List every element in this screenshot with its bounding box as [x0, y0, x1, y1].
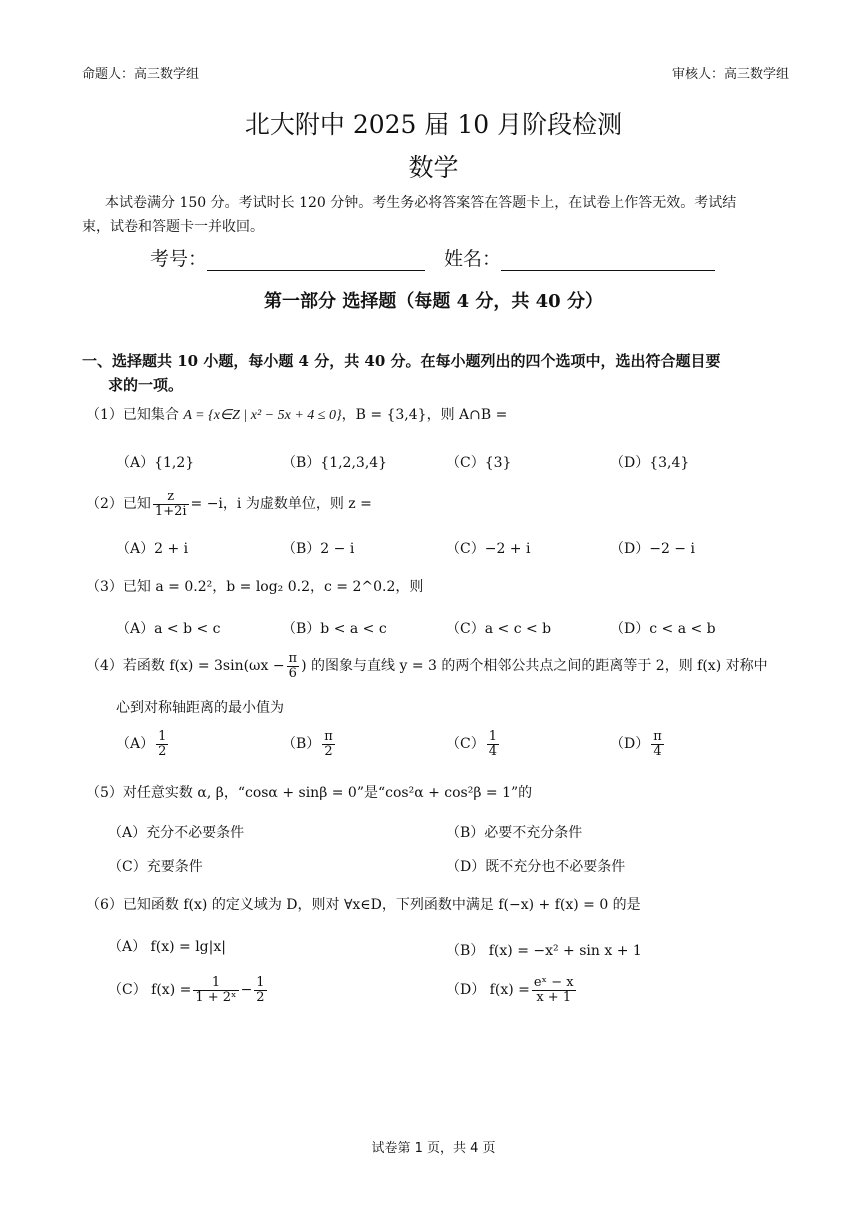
q6-c-fraction-2 — [254, 976, 266, 1004]
q4-frac-den: 6 — [288, 665, 297, 681]
q3-option-c: （C）a < c < b — [446, 621, 552, 637]
q3-option-b: （B）b < a < c — [282, 621, 387, 637]
q4-option-b-label: （B） — [282, 736, 321, 753]
q6-d-num: eˣ − x — [533, 975, 574, 990]
q4-option-c-label: （C） — [446, 736, 485, 753]
q2-stem — [86, 490, 372, 518]
q4-c-den: 4 — [488, 743, 497, 759]
section1-heading-line-1: 一、选择题共 10 小题，每小题 4 分，共 40 分。在每小题列出的四个选项中，选出符合题目要 — [82, 352, 721, 370]
q4-frac-num: π — [288, 651, 298, 666]
q4-d-den: 4 — [653, 743, 662, 759]
q4-option-b-fraction — [322, 730, 335, 758]
q5-option-b: （B）必要不充分条件 — [446, 825, 583, 841]
q3-stem — [86, 576, 423, 596]
name-blank[interactable] — [501, 250, 715, 271]
q6-c-den2: 2 — [256, 989, 265, 1005]
q1-number: （1） — [86, 407, 123, 423]
q1-stem — [86, 404, 507, 424]
exam-number-blank[interactable] — [207, 250, 425, 271]
q4-number: （4） — [86, 658, 123, 675]
q6-option-b: （B） f(x) = −x² + sin x + 1 — [446, 943, 642, 959]
q4-option-a-label: （A） — [116, 736, 155, 753]
q5-option-a: （A）充分不必要条件 — [108, 825, 245, 841]
exam-title: 北大附中 2025 届 10 月阶段检测 — [244, 110, 623, 139]
q6-c-num: 1 — [193, 976, 238, 991]
q4-option-b — [282, 730, 337, 758]
q6-option-c — [108, 976, 269, 1004]
q2-stem-pre: 已知 — [122, 496, 151, 513]
exam-number-label: 考号： — [150, 248, 208, 270]
q6-option-d — [446, 976, 578, 1004]
q4-option-a-fraction — [156, 730, 168, 758]
instructions-line-2: 束，试卷和答题卡一并收回。 — [82, 219, 264, 235]
q1-option-d: （D）{3,4} — [610, 455, 690, 471]
q4-option-d — [610, 730, 666, 758]
name-field[interactable] — [444, 244, 715, 271]
q6-option-a: （A） f(x) = lg|x| — [108, 939, 226, 955]
q3-number: （3） — [86, 579, 123, 595]
q5-option-c: （C）充要条件 — [108, 859, 203, 875]
q6-d-den: x + 1 — [536, 989, 572, 1005]
q6-stem-text: 已知函数 f(x) 的定义域为 D，则对 ∀x∈D，下列函数中满足 f(−x) + f(x) = 0 的是 — [122, 897, 641, 913]
q1-set-b: ，B = {3,4}，则 A∩B = — [341, 407, 508, 423]
q2-option-d: （D）−2 − i — [610, 541, 695, 557]
q4-option-d-label: （D） — [610, 736, 650, 753]
q2-stem-post: = −i，i 为虚数单位，则 z = — [190, 496, 372, 513]
q6-option-c-label: （C） f(x) = — [108, 982, 192, 999]
q6-d-fraction — [532, 976, 576, 1004]
q4-option-a — [116, 730, 170, 758]
q2-frac-den: 1+2i — [154, 503, 187, 519]
q5-number: （5） — [86, 785, 123, 801]
q2-option-c: （C）−2 + i — [446, 541, 531, 557]
header-author: 命题人：高三数学组 — [82, 67, 200, 82]
q2-frac-num: z — [153, 490, 189, 505]
q4-a-num: 1 — [158, 729, 167, 744]
q4-stem-post: ) 的图象与直线 y = 3 的两个相邻公共点之间的距离等于 2，则 f(x) 对称中 — [301, 658, 768, 675]
q6-c-fraction-1 — [193, 976, 238, 1004]
section1-heading-line-2: 求的一项。 — [108, 376, 184, 394]
q1-set-a: A = {x∈Z | x² − 5x + 4 ≤ 0} — [183, 408, 342, 423]
q2-fraction — [153, 490, 189, 518]
q2-option-a: （A）2 + i — [116, 541, 189, 557]
q4-stem — [86, 652, 768, 680]
q2-number: （2） — [86, 496, 123, 513]
q4-d-num: π — [653, 729, 662, 744]
q4-b-den: 2 — [324, 743, 333, 759]
name-label: 姓名： — [444, 248, 502, 270]
page-footer: 试卷第 1 页，共 4 页 — [371, 1141, 496, 1156]
q3-option-d: （D）c < a < b — [610, 621, 716, 637]
header-reviewer: 审核人：高三数学组 — [671, 67, 789, 82]
q1-option-a: （A）{1,2} — [116, 455, 195, 471]
q6-c-num2: 1 — [256, 975, 265, 990]
q6-number: （6） — [86, 897, 123, 913]
q3-stem-text: 已知 a = 0.2²，b = log₂ 0.2，c = 2^0.2，则 — [122, 579, 424, 595]
q4-b-num: π — [324, 729, 333, 744]
q1-stem-pre: 已知集合 — [122, 407, 179, 423]
subject-title: 数学 — [408, 153, 459, 182]
q6-option-d-label: （D） f(x) = — [446, 982, 530, 999]
q2-option-b: （B）2 − i — [282, 541, 355, 557]
q4-a-den: 2 — [158, 743, 167, 759]
q4-option-c-fraction — [487, 730, 499, 758]
q4-option-c — [446, 730, 501, 758]
q6-c-den: 1 + 2ˣ — [195, 989, 237, 1005]
exam-number-field[interactable] — [150, 244, 425, 271]
q6-stem — [86, 894, 641, 914]
instructions-line-1: 本试卷满分 150 分。考试时长 120 分钟。考生务必将答案答在答题卡上，在试卷上作答无效。考试结 — [105, 195, 737, 211]
q1-option-b: （B）{1,2,3,4} — [282, 455, 388, 471]
q6-c-minus: − — [240, 982, 253, 999]
q3-option-a: （A）a < b < c — [116, 621, 221, 637]
q4-stem-line-2: 心到对称轴距离的最小值为 — [116, 700, 284, 716]
q5-stem-text: 对任意实数 α, β，“cosα + sinβ = 0”是“cos²α + cos²β = 1”的 — [122, 785, 533, 801]
q5-stem — [86, 782, 532, 802]
q1-option-c: （C）{3} — [446, 455, 512, 471]
q4-fraction — [287, 652, 300, 680]
q4-option-d-fraction — [651, 730, 664, 758]
q5-option-d: （D）既不充分也不必要条件 — [446, 859, 626, 875]
part1-title: 第一部分 选择题（每题 4 分，共 40 分） — [264, 291, 603, 312]
q4-c-num: 1 — [488, 729, 497, 744]
q4-stem-pre: 若函数 f(x) = 3sin(ωx − — [122, 658, 285, 675]
